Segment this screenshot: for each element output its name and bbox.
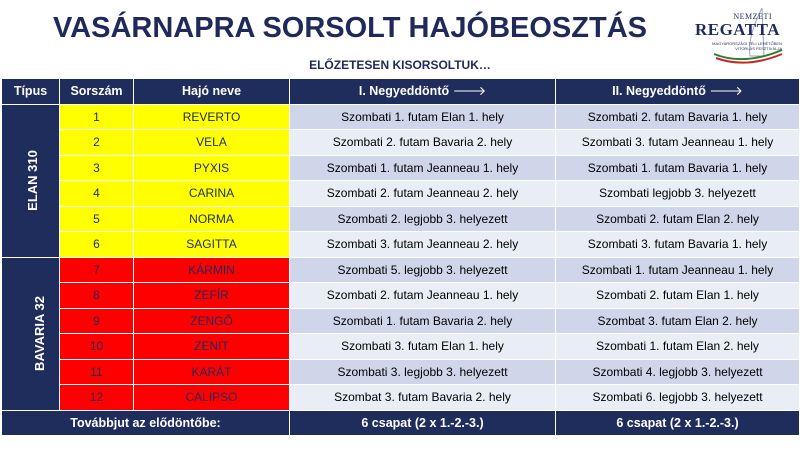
q2-cell: Szombati 4. legjobb 3. helyezett: [556, 359, 800, 385]
q1-cell: Szombati 2. futam Jeanneau 2. hely: [290, 181, 556, 207]
logo-text-tagline: MAGYARORSZÁGI TÉLI LEHÉTŐBEN VITORLÁS FESZTIVÁLJA: [712, 41, 782, 51]
number-cell: 1: [60, 104, 134, 130]
q2-cell: Szombati 2. futam Bavaria 1. hely: [556, 104, 800, 130]
header-number: Sorszám: [60, 79, 134, 105]
number-cell: 5: [60, 206, 134, 232]
footer-q2: 6 csapat (2 x 1.-2.-3.): [556, 410, 800, 436]
table-row: [2, 334, 800, 360]
boat-name-cell: SAGITTA: [134, 232, 290, 258]
boat-name-cell: ZEFÍR: [134, 283, 290, 309]
subtitle: ELŐZETESEN KISORSOLTUK…: [309, 58, 491, 72]
number-cell: 8: [60, 283, 134, 309]
logo-text-regatta: REGATTA: [694, 20, 780, 39]
table-row: [2, 308, 800, 334]
boat-name-cell: ZENIT: [134, 334, 290, 360]
table-row: [2, 206, 800, 232]
boat-name-cell: PYXIS: [134, 155, 290, 181]
q2-cell: Szombati 1. futam Elan 2. hely: [556, 334, 800, 360]
boat-name-cell: KÁRMIN: [134, 257, 290, 283]
q1-cell: Szombati 1. futam Elan 1. hely: [290, 104, 556, 130]
arrow-right-icon: 🡒: [452, 83, 487, 98]
table-row: [2, 104, 800, 130]
q1-cell: Szombati 3. legjobb 3. helyezett: [290, 359, 556, 385]
type-cell-elan: [2, 104, 60, 257]
table-row: [2, 257, 800, 283]
q2-cell: Szombati 3. futam Bavaria 1. hely: [556, 232, 800, 258]
page-title: VASÁRNAPRA SORSOLT HAJÓBEOSZTÁS: [52, 12, 647, 44]
arrow-right-icon: 🡒: [709, 83, 743, 98]
q1-cell: Szombat 3. futam Bavaria 2. hely: [290, 385, 556, 411]
type-label: BAVARIA 32: [31, 296, 47, 371]
footer-row: [2, 410, 800, 436]
q1-cell: Szombati 1. futam Jeanneau 1. hely: [290, 155, 556, 181]
boat-name-cell: CARINA: [134, 181, 290, 207]
q2-cell: Szombati 3. futam Jeanneau 1. hely: [556, 130, 800, 156]
q1-cell: Szombati 3. futam Elan 1. hely: [290, 334, 556, 360]
q2-cell: Szombati 1. futam Jeanneau 1. hely: [556, 257, 800, 283]
q2-cell: Szombati 1. futam Bavaria 1. hely: [556, 155, 800, 181]
table-row: [2, 232, 800, 258]
boat-name-cell: NORMA: [134, 206, 290, 232]
table-row: [2, 385, 800, 411]
boat-name-cell: REVERTO: [134, 104, 290, 130]
q2-cell: Szombati 2. futam Elan 1. hely: [556, 283, 800, 309]
q1-cell: Szombati 1. futam Bavaria 2. hely: [290, 308, 556, 334]
header-q1-label: I. Negyeddöntő: [358, 83, 450, 98]
number-cell: 2: [60, 130, 134, 156]
header-row: [2, 79, 800, 105]
number-cell: 6: [60, 232, 134, 258]
footer-q1: 6 csapat (2 x 1.-2.-3.): [290, 410, 556, 436]
q1-cell: Szombati 3. futam Jeanneau 2. hely: [290, 232, 556, 258]
q1-cell: Szombati 2. futam Bavaria 2. hely: [290, 130, 556, 156]
number-cell: 11: [60, 359, 134, 385]
type-cell-bavaria: [2, 257, 60, 410]
q2-cell: Szombati 2. futam Elan 2. hely: [556, 206, 800, 232]
boat-assignment-table: [1, 78, 800, 436]
q1-cell: Szombati 5. legjobb 3. helyezett: [290, 257, 556, 283]
number-cell: 12: [60, 385, 134, 411]
q2-cell: Szombati 6. legjobb 3. helyezett: [556, 385, 800, 411]
q1-cell: Szombati 2. legjobb 3. helyezett: [290, 206, 556, 232]
number-cell: 10: [60, 334, 134, 360]
number-cell: 4: [60, 181, 134, 207]
table-row: [2, 283, 800, 309]
number-cell: 9: [60, 308, 134, 334]
boat-name-cell: KARÁT: [134, 359, 290, 385]
table-row: [2, 130, 800, 156]
header-boat-name: Hajó neve: [134, 79, 290, 105]
q2-cell: Szombati legjobb 3. helyezett: [556, 181, 800, 207]
footer-label: Továbbjut az elődöntőbe:: [2, 410, 290, 436]
table-row: [2, 359, 800, 385]
number-cell: 3: [60, 155, 134, 181]
logo-text-nemzeti: NEMZETI: [733, 12, 772, 21]
q1-cell: Szombati 2. futam Jeanneau 1. hely: [290, 283, 556, 309]
header-q2-label: II. Negyeddöntő: [612, 83, 706, 98]
boat-name-cell: CALIPSO: [134, 385, 290, 411]
boat-name-cell: ZENGŐ: [134, 308, 290, 334]
number-cell: 7: [60, 257, 134, 283]
boat-name-cell: VELA: [134, 130, 290, 156]
header-type: Típus: [2, 79, 60, 105]
table-row: [2, 155, 800, 181]
q2-cell: Szombat 3. futam Elan 2. hely: [556, 308, 800, 334]
header-quarterfinal-2: [556, 79, 800, 105]
header-quarterfinal-1: [290, 79, 556, 105]
table-row: [2, 181, 800, 207]
type-label: ELAN 310: [24, 150, 40, 211]
